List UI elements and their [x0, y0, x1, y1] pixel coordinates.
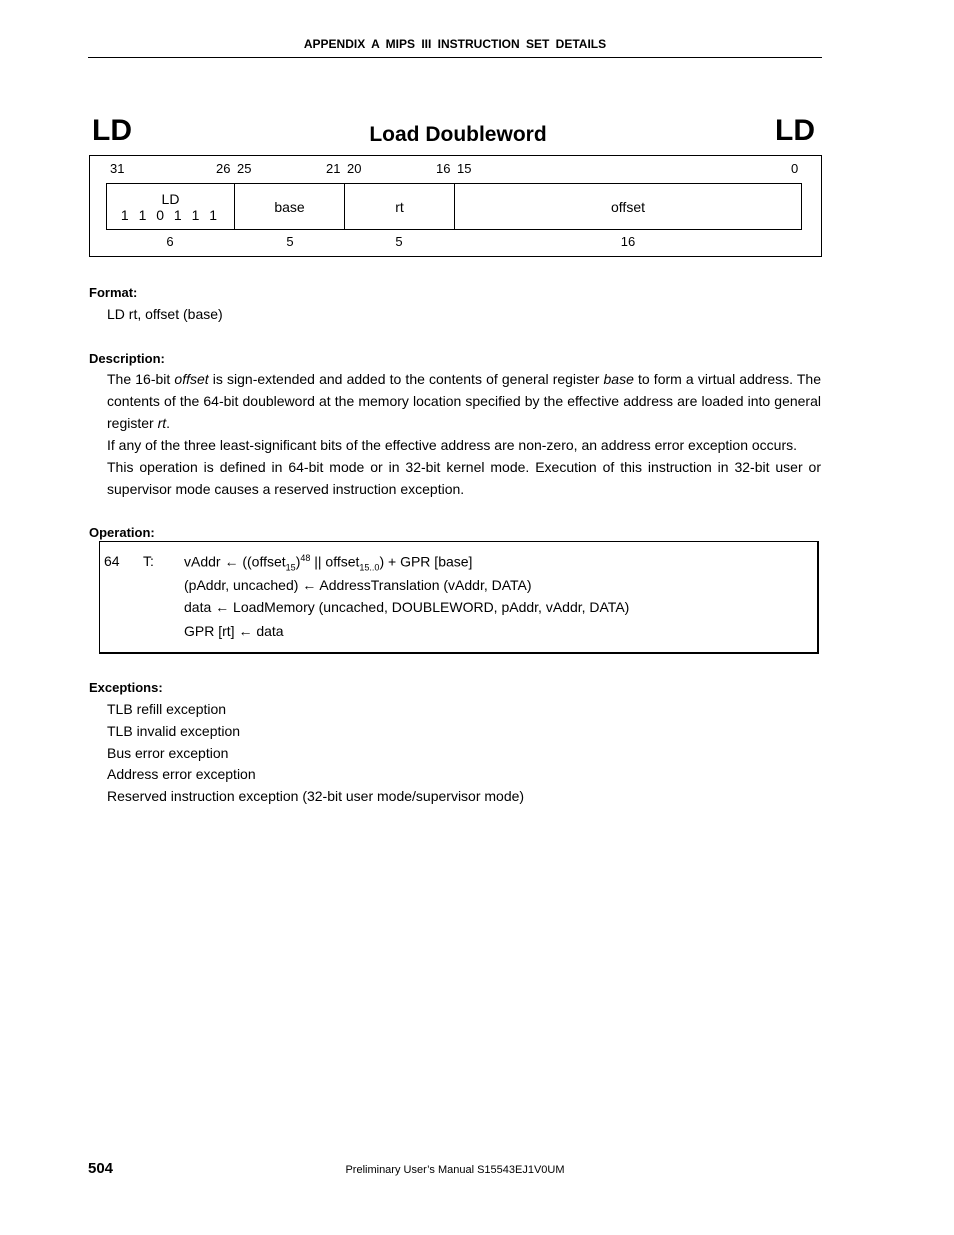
field-base-name: base [274, 198, 305, 215]
operation-mode: 64 [104, 553, 120, 569]
field-offset-name: offset [611, 198, 645, 215]
description-heading: Description: [89, 351, 165, 366]
instruction-fields [106, 183, 802, 230]
bit-position: 25 [237, 161, 252, 176]
format-heading: Format: [89, 285, 138, 300]
field-base [235, 184, 345, 229]
field-rt [345, 184, 455, 229]
bit-position: 16 [436, 161, 451, 176]
exception-item: Bus error exception [107, 745, 229, 761]
format-syntax: LD rt, offset (base) [107, 306, 223, 322]
description-paragraph: The 16-bit offset is sign-extended and added to the contents of general register base to form a virtual address. The contents of the 64-bit doubleword at the memory location specified by the effective address are loaded into general register rt. [107, 371, 821, 431]
exception-item: Address error exception [107, 766, 256, 782]
running-header: APPENDIX A MIPS III INSTRUCTION SET DETAILS [303, 37, 607, 51]
operation-line: (pAddr, uncached) ← AddressTranslation (vAddr, DATA) [184, 577, 532, 593]
field-width: 5 [395, 234, 403, 249]
mnemonic-right: LD [775, 114, 815, 147]
mnemonic-left: LD [92, 114, 132, 147]
exception-item: TLB invalid exception [107, 723, 241, 739]
field-width: 16 [620, 234, 636, 249]
operation-line: data ← LoadMemory (uncached, DOUBLEWORD, pAddr, vAddr, DATA) [184, 599, 630, 615]
bit-position: 20 [347, 161, 362, 176]
operation-timing: T: [143, 553, 154, 569]
header-rule [88, 57, 822, 58]
field-opcode [107, 184, 235, 229]
exception-item: Reserved instruction exception (32-bit user mode/supervisor mode) [107, 788, 525, 804]
field-rt-name: rt [395, 198, 404, 215]
bit-position: 21 [326, 161, 341, 176]
bit-position: 15 [457, 161, 472, 176]
footer-manual-title: Preliminary User’s Manual S15543EJ1V0UM [345, 1164, 565, 1176]
field-offset [455, 184, 801, 229]
field-width: 5 [286, 234, 294, 249]
operation-line: vAddr ← ((offset$_{15}$)$^{48}$ || offset$_{15..0}$) + GPR [base] [184, 553, 473, 573]
bit-position: 0 [791, 161, 799, 176]
description-paragraph: This operation is defined in 64-bit mode or in 32-bit kernel mode. Execution of this instruction in 32-bit user or supervisor mode causes a reserved instruction exception. [107, 459, 821, 497]
bit-position: 26 [216, 161, 231, 176]
description-paragraph: If any of the three least-significant bits of the effective address are non-zero, an address error exception occurs. [107, 437, 797, 453]
description-body [107, 368, 821, 500]
exception-item: TLB refill exception [107, 701, 227, 717]
operation-heading: Operation: [89, 525, 155, 540]
instruction-title: Load Doubleword [369, 123, 547, 146]
field-opcode-code: 1 1 0 1 1 1 [120, 206, 221, 223]
bit-position: 31 [110, 161, 125, 176]
page-number: 504 [88, 1160, 114, 1177]
exceptions-heading: Exceptions: [89, 680, 163, 695]
operation-line: GPR [rt] ← data [184, 623, 284, 639]
field-opcode-name: LD [161, 190, 180, 207]
field-width: 6 [166, 234, 174, 249]
